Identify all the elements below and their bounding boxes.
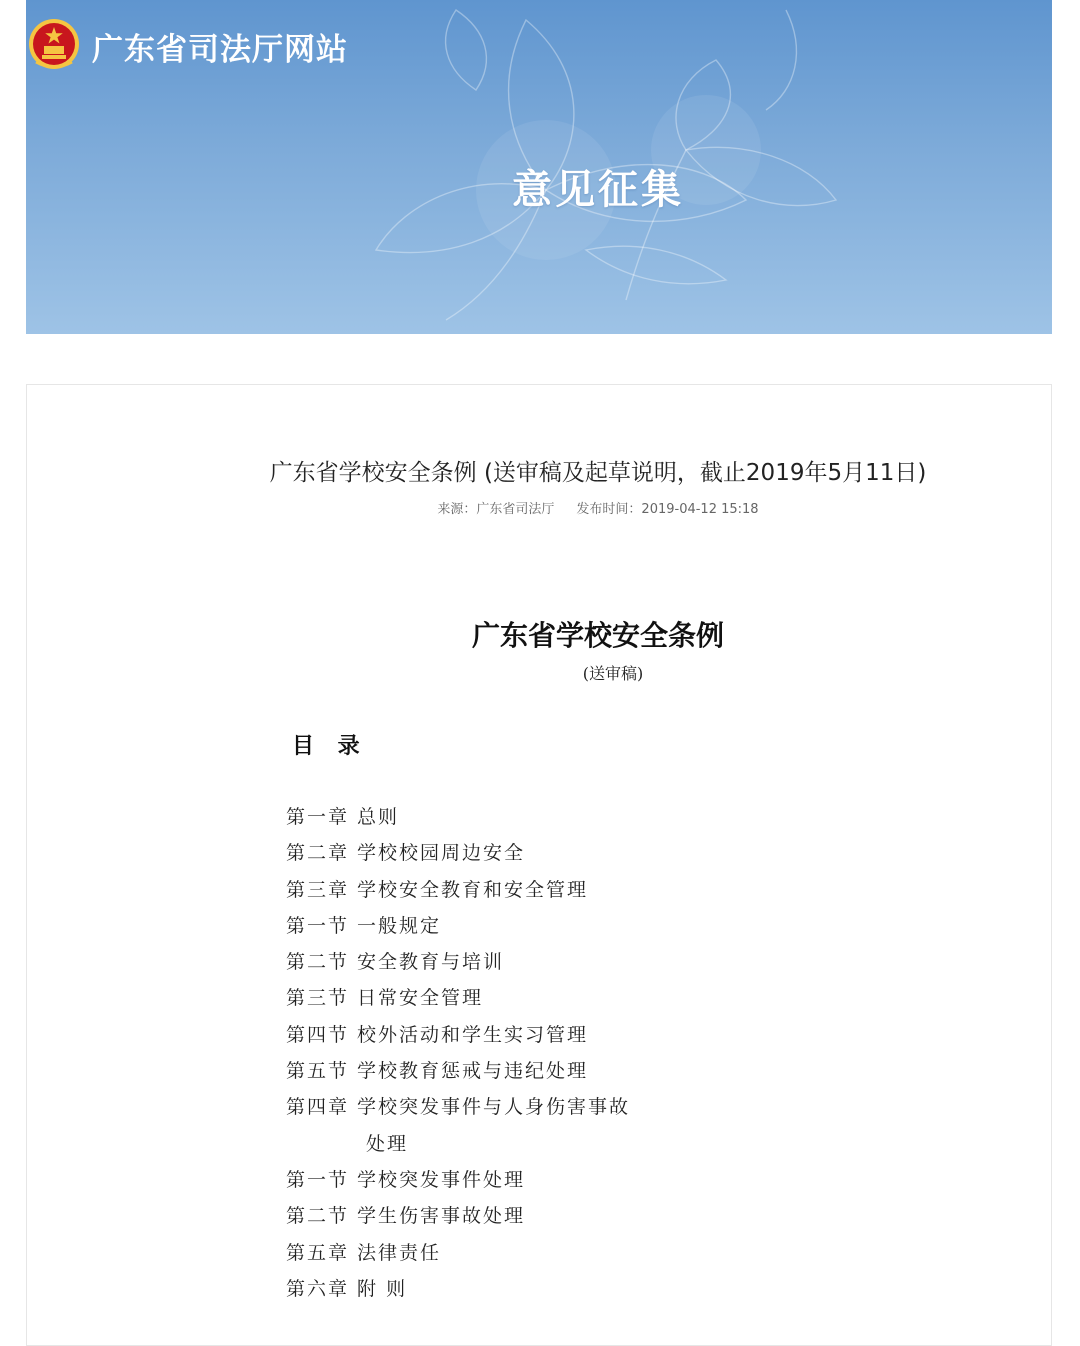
toc-item-continuation: 处理 [366, 1132, 409, 1155]
toc-item: 第一节 一般规定 [286, 914, 442, 937]
article-source: 来源：广东省司法厅 [437, 502, 555, 517]
article-publish-time: 发布时间：2019-04-12 15:18 [576, 502, 759, 517]
toc-item: 第六章 附 则 [286, 1277, 408, 1300]
toc-item: 第二章 学校校园周边安全 [286, 842, 526, 865]
toc-item: 第二节 安全教育与培训 [286, 951, 505, 974]
article-meta [0, 498, 1080, 517]
toc-item: 第四节 校外活动和学生实习管理 [286, 1023, 589, 1046]
toc-item: 第四章 学校突发事件与人身伤害事故 [286, 1096, 631, 1119]
document-title: 广东省学校安全条例 [471, 619, 724, 652]
toc-item: 第三节 日常安全管理 [286, 987, 484, 1010]
section-title: 意见征集 [512, 167, 684, 213]
national-emblem-icon[interactable] [28, 18, 80, 72]
site-name[interactable]: 广东省司法厅网站 [92, 32, 348, 68]
toc-item: 第一节 学校突发事件处理 [286, 1168, 526, 1191]
toc-item: 第二节 学生伤害事故处理 [286, 1205, 526, 1228]
toc-item: 第五节 学校教育惩戒与违纪处理 [286, 1060, 589, 1083]
document-subtitle: (送审稿) [582, 664, 644, 683]
toc-item: 第三章 学校安全教育和安全管理 [286, 878, 589, 901]
table-of-contents [286, 799, 630, 1307]
toc-item: 第一章 总则 [286, 806, 400, 828]
header-banner [26, 0, 1052, 334]
toc-heading: 目 录 [292, 733, 368, 759]
toc-item: 第五章 法律责任 [286, 1241, 442, 1264]
article-title: 广东省学校安全条例 (送审稿及起草说明，截止2019年5月11日) [269, 460, 927, 486]
